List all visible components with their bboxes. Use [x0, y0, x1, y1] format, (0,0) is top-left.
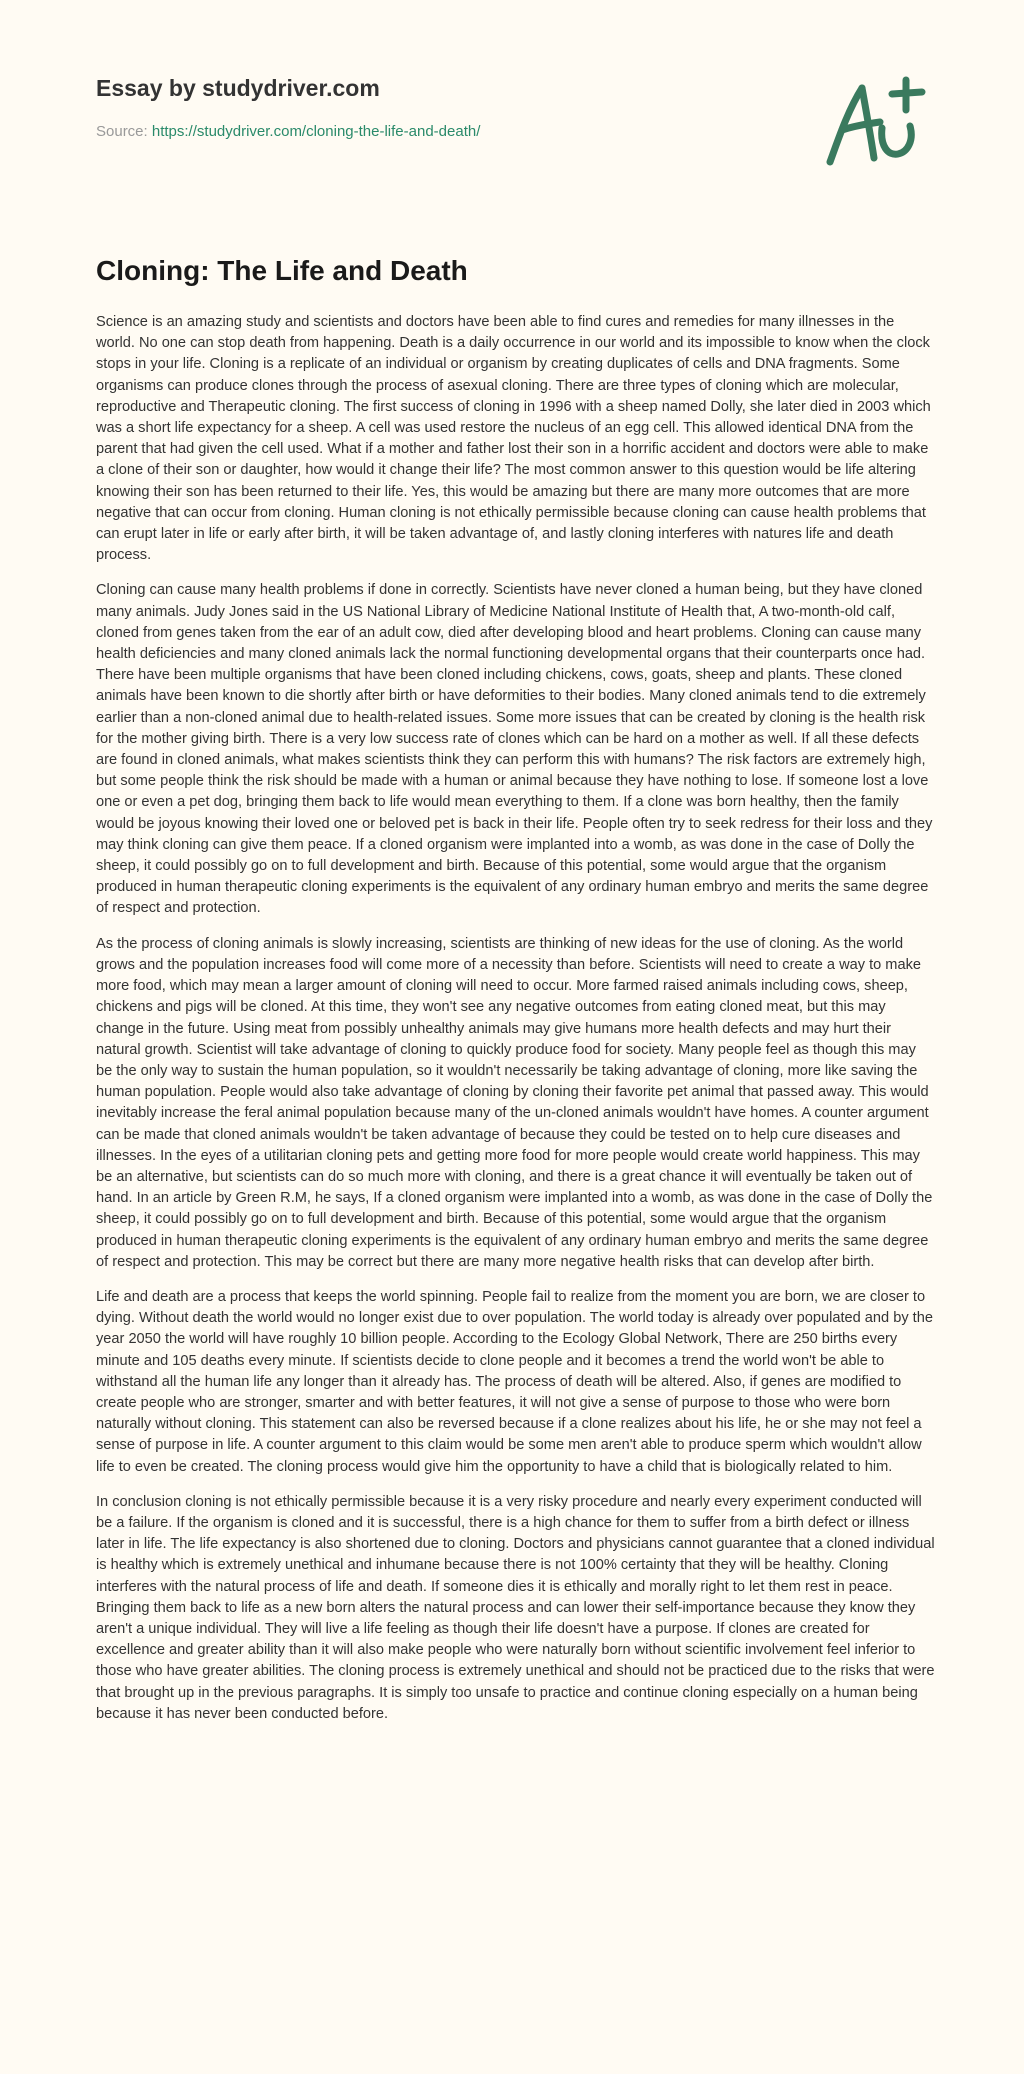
site-brand: Essay by studydriver.com — [96, 75, 380, 101]
essay-paragraph: Science is an amazing study and scientists and doctors have been able to find cures and remedies for many illnesses in the world. No one can stop death from happening. Death is a daily occurrence in our world and its impossible to know when the clock stops in your life. Cloning is a replicate of an individual or organism by creating duplicates of cells and DNA fragments. Some organisms can produce clones through the process of asexual cloning. There are three types of cloning which are molecular, reproductive and Therapeutic cloning. The first success of cloning in 1996 with a sheep named Dolly, she later died in 2003 which was a short life expectancy for a sheep. A cell was used restore the nucleus of an egg cell. This allowed identical DNA from the parent that had given the cell used. What if a mother and father lost their son in a horrific accident and doctors were able to make a clone of their son or daughter, how would it change their life? The most common answer to this question would be life altering knowing their son has been returned to their life. Yes, this would be amazing but there are many more outcomes that are more negative that can occur from cloning. Human cloning is not ethically permissible because cloning can cause health problems that can erupt later in life or early after birth, it will be taken advantage of, and lastly cloning interferes with natures life and death process. — [96, 314, 931, 564]
essay-body — [96, 312, 936, 1739]
page-header — [96, 70, 928, 180]
source-label: Source: — [96, 123, 152, 140]
essay-title: Cloning: The Life and Death — [96, 255, 468, 286]
a-plus-logo-icon — [824, 70, 928, 170]
essay-paragraph: Cloning can cause many health problems if done in correctly. Scientists have never cloned a human being, but they have cloned many animals. Judy Jones said in the US National Library of Medicine National Institute of Health that, A two-month-old calf, cloned from genes taken from the ear of an adult cow, died after developing blood and heart problems. Cloning can cause many health deficiencies and many cloned animals lack the normal functioning developmental organs that their counterparts once had. There have been multiple organisms that have been cloned including chickens, cows, goats, sheep and plants. These cloned animals have been known to die shortly after birth or have deformities to their bodies. Many cloned animals tend to die extremely earlier than a non-cloned animal due to health-related issues. Some more issues that can be created by cloning is the health risk for the mother giving birth. There is a very low success rate of clones which can be hard on a mother as well. If all these defects are found in cloned animals, what makes scientists think they can perform this with humans? The risk factors are extremely high, but some people think the risk should be made with a human or animal because they have nothing to lose. If someone lost a love one or even a pet dog, bringing them back to life would mean everything to them. If a clone was born healthy, then the family would be joyous knowing their loved one or beloved pet is back in their life. People often try to seek redress for their loss and they may think cloning can give them peace. If a cloned organism were implanted into a womb, as was done in the case of Dolly the sheep, it could possibly go on to full development and birth. Because of this potential, some would argue that the organism produced in human therapeutic cloning experiments is the equivalent of any ordinary human embryo and merits the same degree of respect and protection. — [96, 582, 933, 917]
source-link[interactable]: https://studydriver.com/cloning-the-life-and-death/ — [151, 123, 481, 140]
essay-paragraph: As the process of cloning animals is slowly increasing, scientists are thinking of new ideas for the use of cloning. As the world grows and the population increases food will come more of a necessity than before. Scientists will need to create a way to make more food, which may mean a larger amount of cloning will need to occur. More farmed raised animals including cows, sheep, chickens and pigs will be cloned. At this time, they won't see any negative outcomes from eating cloned meat, but this may change in the future. Using meat from possibly unhealthy animals may give humans more health defects and may hurt their natural growth. Scientist will take advantage of cloning to quickly produce food for society. Many people feel as though this may be the only way to sustain the human population, so it wouldn't necessarily be taking advantage of cloning, more like saving the human population. People would also take advantage of cloning by cloning their favorite pet animal that passed away. This would inevitably increase the feral animal population because many of the un-cloned animals wouldn't have homes. A counter argument can be made that cloned animals wouldn't be taken advantage of because they could be tested on to help cure diseases and illnesses. In the eyes of a utilitarian cloning pets and getting more food for more people would create world happiness. This may be an alternative, but scientists can do so much more with cloning, and there is a great chance it will eventually be taken out of hand. In an article by Green R.M, he says, If a cloned organism were implanted into a womb, as was done in the case of Dolly the sheep, it could possibly go on to full development and birth. Because of this potential, some would argue that the organism produced in human therapeutic cloning experiments is the equivalent of any ordinary human embryo and merits the same degree of respect and protection. This may be correct but there are many more negative health risks that can develop after birth. — [96, 935, 933, 1270]
essay-paragraph: Life and death are a process that keeps the world spinning. People fail to realize from the moment you are born, we are closer to dying. Without death the world would no longer exist due to over population. The world today is already over populated and by the year 2050 the world will have roughly 10 billion people. According to the Ecology Global Network, There are 250 births every minute and 105 deaths every minute. If scientists decide to clone people and it becomes a trend the world won't be able to withstand all the human life any longer than it already has. The process of death will be altered. Also, if genes are modified to create people who are stronger, smarter and with better features, it will not give a sense of purpose to those who were born naturally without cloning. This statement can also be reversed because if a clone realizes about his life, he or she may not feel a sense of purpose in life. A counter argument to this claim would be some men aren't able to produce sperm which wouldn't allow life to even be created. The cloning process would give him the opportunity to have a child that is biologically related to him. — [96, 1288, 933, 1475]
essay-paragraph: In conclusion cloning is not ethically permissible because it is a very risky procedure and nearly every experiment conducted will be a failure. If the organism is cloned and it is successful, there is a high chance for them to suffer from a birth defect or illness later in life. The life expectancy is also shortened due to cloning. Doctors and physicians cannot guarantee that a cloned individual is healthy which is extremely unethical and inhumane because there is not 100% certainty that they will be healthy. Cloning interferes with the natural process of life and death. If someone dies it is ethically and morally right to let them rest in peace. Bringing them back to life as a new born alters the natural process and can lower their self-importance because they know they aren't a unique individual. They will live a life feeling as though their life doesn't have a purpose. If clones are created for excellence and greater ability than it will also make people who were naturally born without scientific involvement feel inferior to those who have greater abilities. The cloning process is extremely unethical and should not be practiced due to the risks that were that brought up in the previous paragraphs. It is simply too unsafe to practice and continue cloning especially on a human being because it has never been conducted before. — [96, 1493, 935, 1722]
source-line — [96, 123, 480, 140]
